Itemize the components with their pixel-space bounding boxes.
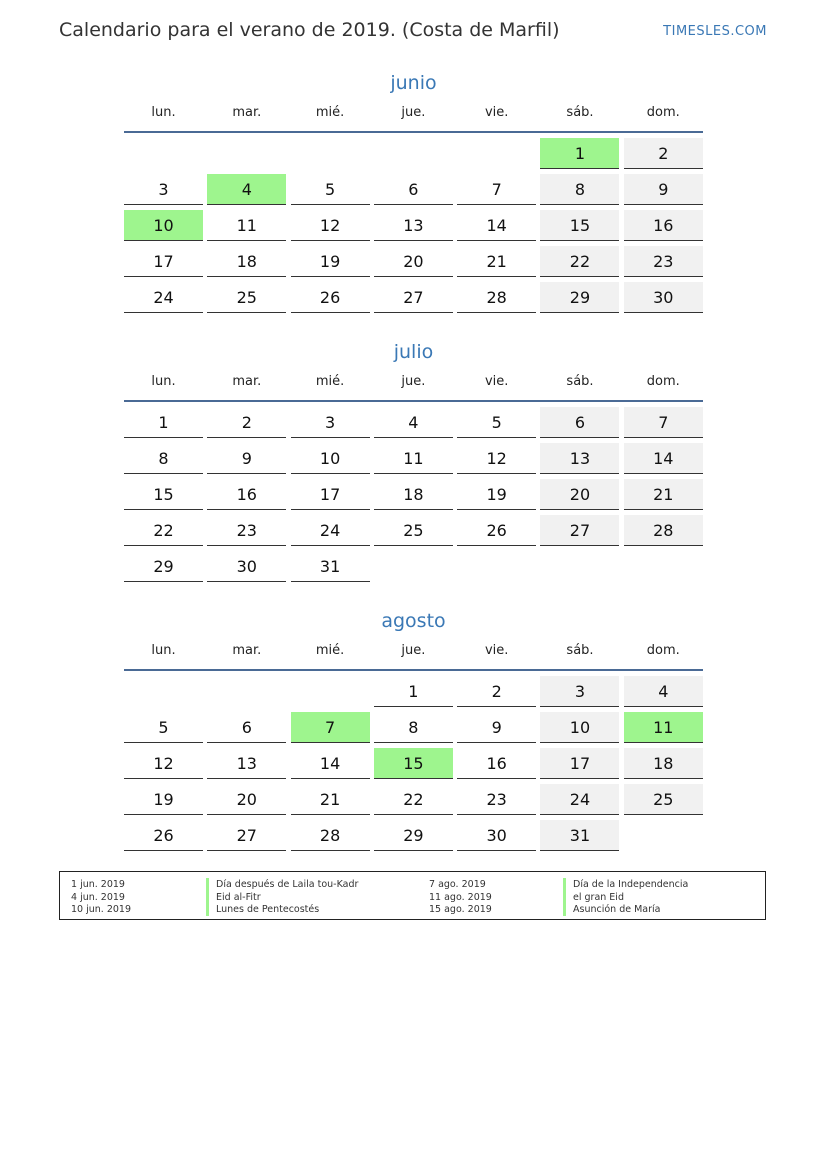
day-cell: 5 <box>457 407 536 438</box>
empty-day-cell <box>540 551 619 581</box>
legend-date: 15 ago. 2019 <box>429 904 492 915</box>
header-rule <box>124 400 703 402</box>
empty-day-cell <box>624 820 703 850</box>
day-cell: 13 <box>540 443 619 474</box>
day-cell: 10 <box>291 443 370 474</box>
day-cell: 17 <box>540 748 619 779</box>
day-cell: 16 <box>624 210 703 241</box>
holiday-day-cell: 7 <box>291 712 370 743</box>
header-rule <box>124 131 703 133</box>
day-cell: 22 <box>540 246 619 277</box>
day-cell: 18 <box>207 246 286 277</box>
day-cell: 6 <box>207 712 286 743</box>
day-cell: 28 <box>457 282 536 313</box>
day-cell: 17 <box>124 246 203 277</box>
legend-holiday-name: el gran Eid <box>563 891 624 904</box>
day-cell: 13 <box>207 748 286 779</box>
day-cell: 6 <box>540 407 619 438</box>
day-cell: 14 <box>457 210 536 241</box>
day-cell: 11 <box>374 443 453 474</box>
day-cell: 23 <box>207 515 286 546</box>
empty-day-cell <box>207 676 286 706</box>
week-row <box>124 820 703 856</box>
empty-day-cell <box>457 138 536 168</box>
month-julio <box>124 338 703 587</box>
month-junio <box>124 69 703 318</box>
day-cell: 3 <box>291 407 370 438</box>
empty-day-cell <box>374 138 453 168</box>
week-row <box>124 515 703 551</box>
day-cell: 15 <box>124 479 203 510</box>
day-cell: 14 <box>624 443 703 474</box>
day-cell: 4 <box>374 407 453 438</box>
weekday-label: mié. <box>315 643 345 658</box>
empty-day-cell <box>124 138 203 168</box>
week-row <box>124 784 703 820</box>
day-cell: 18 <box>624 748 703 779</box>
weekday-label: mar. <box>232 105 262 120</box>
day-cell: 19 <box>291 246 370 277</box>
day-cell: 5 <box>124 712 203 743</box>
month-title: agosto <box>381 610 446 632</box>
month-agosto <box>124 607 703 856</box>
day-cell: 23 <box>624 246 703 277</box>
weekday-label: lun. <box>151 374 176 389</box>
day-cell: 27 <box>207 820 286 851</box>
weekday-label: jue. <box>401 374 426 389</box>
day-cell: 11 <box>207 210 286 241</box>
header-rule <box>124 669 703 671</box>
day-cell: 20 <box>540 479 619 510</box>
weekday-header <box>124 642 703 669</box>
day-cell: 25 <box>207 282 286 313</box>
day-cell: 6 <box>374 174 453 205</box>
empty-day-cell <box>374 551 453 581</box>
weekday-label: vie. <box>484 374 509 389</box>
day-cell: 14 <box>291 748 370 779</box>
holiday-day-cell: 15 <box>374 748 453 779</box>
day-cell: 26 <box>457 515 536 546</box>
day-cell: 4 <box>624 676 703 707</box>
empty-day-cell <box>291 138 370 168</box>
day-cell: 23 <box>457 784 536 815</box>
weekday-label: dom. <box>646 374 680 389</box>
week-row <box>124 748 703 784</box>
week-row <box>124 443 703 479</box>
week-row <box>124 479 703 515</box>
weekday-label: jue. <box>401 105 426 120</box>
weekday-label: mar. <box>232 643 262 658</box>
holiday-legend <box>59 871 766 920</box>
legend-date: 10 jun. 2019 <box>71 904 132 915</box>
legend-holiday-name: Día después de Laila tou-Kadr <box>206 878 358 891</box>
day-cell: 12 <box>291 210 370 241</box>
day-cell: 1 <box>124 407 203 438</box>
weekday-label: lun. <box>151 105 176 120</box>
weekday-label: mié. <box>315 374 345 389</box>
day-cell: 2 <box>624 138 703 169</box>
day-cell: 7 <box>624 407 703 438</box>
weekday-header <box>124 104 703 131</box>
day-cell: 8 <box>540 174 619 205</box>
day-cell: 13 <box>374 210 453 241</box>
day-cell: 9 <box>624 174 703 205</box>
day-cell: 3 <box>124 174 203 205</box>
week-row <box>124 246 703 282</box>
day-cell: 30 <box>457 820 536 851</box>
day-cell: 21 <box>624 479 703 510</box>
day-cell: 22 <box>374 784 453 815</box>
day-cell: 16 <box>207 479 286 510</box>
week-row <box>124 282 703 318</box>
day-cell: 8 <box>374 712 453 743</box>
week-row <box>124 138 703 174</box>
legend-row <box>60 891 765 904</box>
holiday-day-cell: 4 <box>207 174 286 205</box>
day-cell: 2 <box>207 407 286 438</box>
day-cell: 22 <box>124 515 203 546</box>
weekday-header <box>124 373 703 400</box>
day-cell: 29 <box>374 820 453 851</box>
day-cell: 20 <box>207 784 286 815</box>
empty-day-cell <box>124 676 203 706</box>
day-cell: 12 <box>457 443 536 474</box>
day-cell: 27 <box>374 282 453 313</box>
brand-link[interactable]: TIMESLES.COM <box>663 24 767 39</box>
day-cell: 7 <box>457 174 536 205</box>
day-cell: 18 <box>374 479 453 510</box>
day-cell: 19 <box>124 784 203 815</box>
holiday-day-cell: 10 <box>124 210 203 241</box>
weekday-label: dom. <box>646 643 680 658</box>
week-row <box>124 174 703 210</box>
day-cell: 15 <box>540 210 619 241</box>
day-cell: 28 <box>624 515 703 546</box>
empty-day-cell <box>457 551 536 581</box>
weekday-label: sáb. <box>566 374 594 389</box>
weekday-label: vie. <box>484 105 509 120</box>
weekday-label: lun. <box>151 643 176 658</box>
legend-holiday-name: Eid al-Fitr <box>206 891 261 904</box>
empty-day-cell <box>624 551 703 581</box>
day-cell: 21 <box>457 246 536 277</box>
day-cell: 26 <box>291 282 370 313</box>
week-row <box>124 676 703 712</box>
holiday-day-cell: 11 <box>624 712 703 743</box>
empty-day-cell <box>207 138 286 168</box>
legend-date: 4 jun. 2019 <box>71 891 125 903</box>
weekday-label: vie. <box>484 643 509 658</box>
day-cell: 20 <box>374 246 453 277</box>
day-cell: 25 <box>374 515 453 546</box>
day-cell: 3 <box>540 676 619 707</box>
day-cell: 29 <box>540 282 619 313</box>
day-cell: 21 <box>291 784 370 815</box>
day-cell: 30 <box>207 551 286 582</box>
day-cell: 12 <box>124 748 203 779</box>
day-cell: 24 <box>124 282 203 313</box>
day-cell: 24 <box>291 515 370 546</box>
legend-row <box>60 878 765 891</box>
week-row <box>124 551 703 587</box>
day-cell: 31 <box>540 820 619 851</box>
legend-date: 7 ago. 2019 <box>429 879 486 890</box>
weekday-label: dom. <box>646 105 680 120</box>
day-cell: 17 <box>291 479 370 510</box>
week-row <box>124 712 703 748</box>
legend-row <box>60 903 765 916</box>
day-cell: 5 <box>291 174 370 205</box>
legend-holiday-name: Día de la Independencia <box>563 878 688 891</box>
day-cell: 9 <box>207 443 286 474</box>
weekday-label: mar. <box>232 374 262 389</box>
month-title: julio <box>393 341 434 363</box>
empty-day-cell <box>291 676 370 706</box>
day-cell: 28 <box>291 820 370 851</box>
weekday-label: jue. <box>401 643 426 658</box>
day-cell: 27 <box>540 515 619 546</box>
day-cell: 16 <box>457 748 536 779</box>
day-cell: 29 <box>124 551 203 582</box>
weekday-label: sáb. <box>566 105 594 120</box>
day-cell: 9 <box>457 712 536 743</box>
weekday-label: sáb. <box>566 643 594 658</box>
legend-holiday-name: Asunción de María <box>563 903 661 916</box>
week-row <box>124 407 703 443</box>
day-cell: 31 <box>291 551 370 582</box>
day-cell: 2 <box>457 676 536 707</box>
legend-date: 1 jun. 2019 <box>71 879 125 890</box>
day-cell: 25 <box>624 784 703 815</box>
legend-holiday-name: Lunes de Pentecostés <box>206 903 319 916</box>
legend-date: 11 ago. 2019 <box>429 891 492 903</box>
day-cell: 10 <box>540 712 619 743</box>
day-cell: 1 <box>374 676 453 707</box>
holiday-day-cell: 1 <box>540 138 619 169</box>
day-cell: 8 <box>124 443 203 474</box>
day-cell: 19 <box>457 479 536 510</box>
week-row <box>124 210 703 246</box>
weekday-label: mié. <box>315 105 345 120</box>
day-cell: 30 <box>624 282 703 313</box>
page-title: Calendario para el verano de 2019. (Costa de Marfil) <box>59 19 560 41</box>
month-title: junio <box>390 72 437 94</box>
day-cell: 26 <box>124 820 203 851</box>
day-cell: 24 <box>540 784 619 815</box>
